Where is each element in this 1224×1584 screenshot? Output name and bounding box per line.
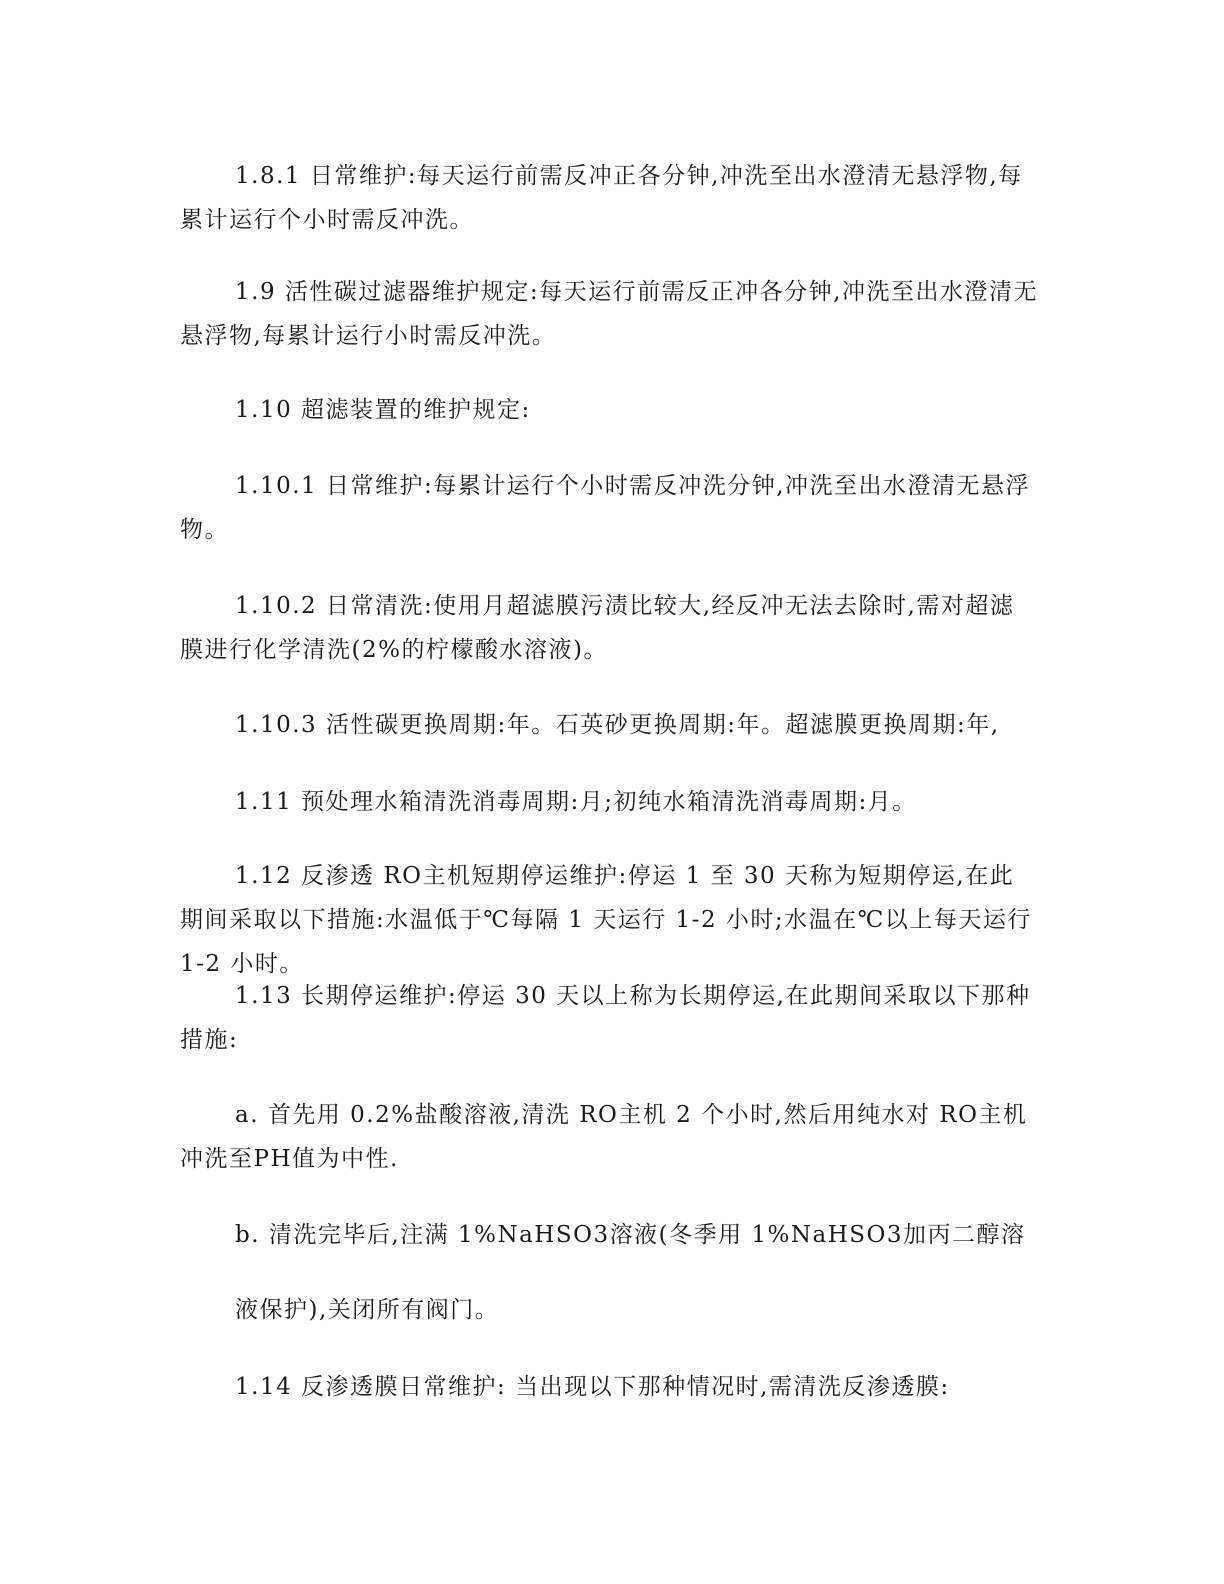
paragraph-step-b: b. 清洗完毕后,注满 1%NaHSO3溶液(冬季用 1%NaHSO3加丙二醇溶 <box>235 1222 1026 1248</box>
paragraph-1-11: 1.11 预处理水箱清洗消毒周期:月;初纯水箱清洗消毒周期:月。 <box>235 789 917 815</box>
paragraph-1-10: 1.10 超滤装置的维护规定: <box>235 397 531 423</box>
paragraph-1-8-1: 1.8.1 日常维护:每天运行前需反冲正各分钟,冲洗至出水澄清无悬浮物,每累计运行个小时需反冲洗。 <box>180 163 1023 233</box>
paragraph-1-10-1: 1.10.1 日常维护:每累计运行个小时需反冲洗分钟,冲洗至出水澄清无悬浮物。 <box>180 473 1031 543</box>
paragraph-1-10-2: 1.10.2 日常清洗:使用月超滤膜污渍比较大,经反冲无法去除时,需对超滤膜进行化学清洗(2%的柠檬酸水溶液)。 <box>180 593 1015 663</box>
paragraph-1-13: 1.13 长期停运维护:停运 30 天以上称为长期停运,在此期间采取以下那种措施: <box>180 983 1031 1053</box>
paragraph-1-9: 1.9 活性碳过滤器维护规定:每天运行前需反正冲各分钟,冲洗至出水澄清无悬浮物,每累计运行小时需反冲洗。 <box>180 279 1038 349</box>
paragraph-1-14: 1.14 反渗透膜日常维护: 当出现以下那种情况时,需清洗反渗透膜: <box>235 1374 950 1400</box>
paragraph-1-12: 1.12 反渗透 RO主机短期停运维护:停运 1 至 30 天称为短期停运,在此期间采取以下措施:水温低于℃每隔 1 天运行 1-2 小时;水温在℃以上每天运行 1-2 小时。 <box>180 863 1032 977</box>
paragraph-step-a: a. 首先用 0.2%盐酸溶液,清洗 RO主机 2 个小时,然后用纯水对 RO主机冲洗至PH值为中性. <box>180 1102 1028 1172</box>
paragraph-step-b-continued: 液保护),关闭所有阀门。 <box>235 1297 500 1323</box>
paragraph-1-10-3: 1.10.3 活性碳更换周期:年。石英砂更换周期:年。超滤膜更换周期:年, <box>235 712 1000 738</box>
